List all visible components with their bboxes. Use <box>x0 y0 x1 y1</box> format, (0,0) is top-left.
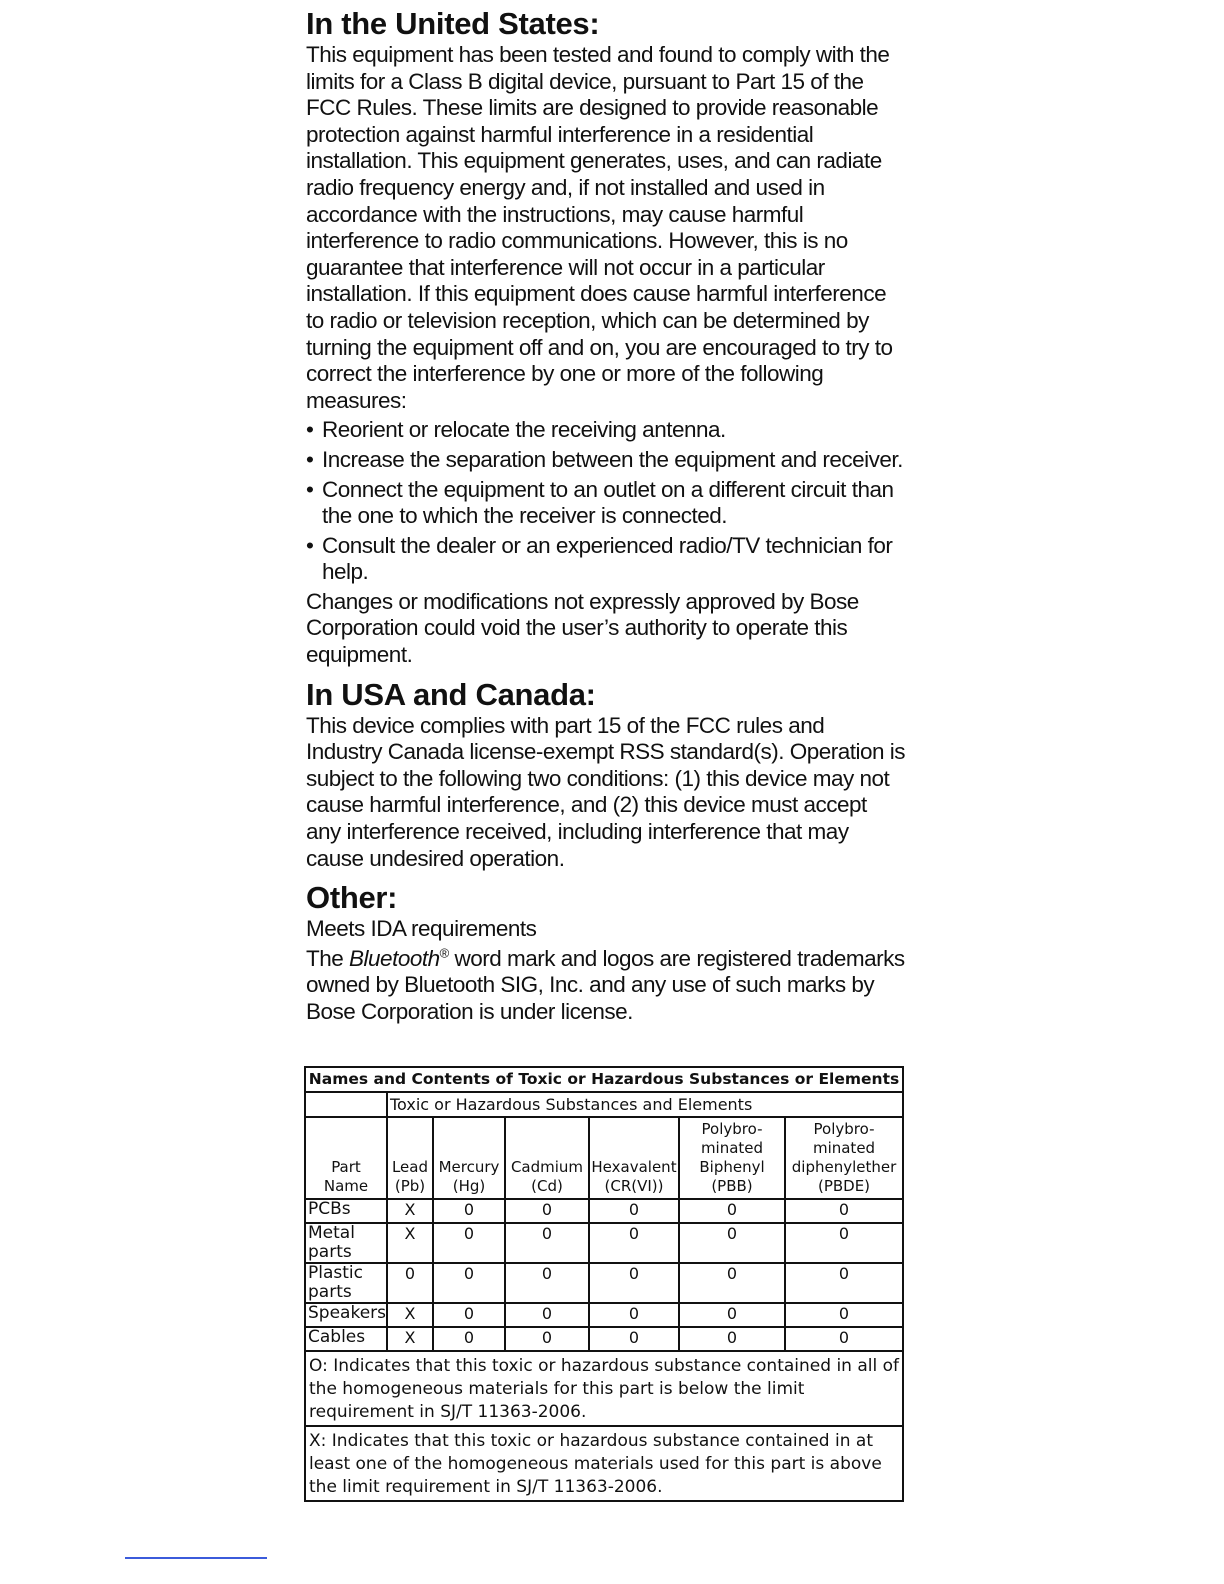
header-cadmium: Cadmium (Cd) <box>505 1117 589 1199</box>
cell-pbb: 0 <box>679 1327 785 1351</box>
bullet-icon: • <box>306 532 314 558</box>
table-row <box>305 1327 903 1351</box>
row-part-name: Plastic parts <box>305 1263 387 1303</box>
cell-lead: X <box>387 1303 433 1327</box>
cell-pbde: 0 <box>785 1199 903 1223</box>
note-o: O: Indicates that this toxic or hazardous substance contained in all of the homogeneous materials for this part is below the limit requirement in SJ/T 11363-2006. <box>305 1351 903 1426</box>
cell-lead: X <box>387 1199 433 1223</box>
cell-pbb: 0 <box>679 1223 785 1263</box>
cell-pbde: 0 <box>785 1303 903 1327</box>
list-item: • Consult the dealer or an experienced radio/TV technician for help. <box>306 532 893 585</box>
table-row <box>305 1223 903 1263</box>
cell-cadmium: 0 <box>505 1327 589 1351</box>
cell-hexavalent: 0 <box>589 1263 679 1303</box>
footer-link-underline <box>125 1557 267 1559</box>
modifications-paragraph: Changes or modifications not expressly approved by Bose Corporation could void the user’s authority to operate this equipment. <box>306 588 859 668</box>
usa-canada-paragraph: This device complies with part 15 of the FCC rules and Industry Canada license-exempt RSS standard(s). Operation is subject to the following two conditions: (1) this device may not cause harmful interference, and (2) this device must accept any interference received, including interference that may cause undesired operation. <box>306 712 906 871</box>
bluetooth-paragraph: The Bluetooth® word mark and logos are registered trademarks owned by Bluetooth SIG, Inc. and any use of such marks by Bose Corporation is under license. <box>306 945 905 1024</box>
row-part-name: Metal parts <box>305 1223 387 1263</box>
cell-cadmium: 0 <box>505 1263 589 1303</box>
header-mercury: Mercury (Hg) <box>433 1117 505 1199</box>
usa-canada-heading: In USA and Canada: <box>306 676 596 712</box>
cell-mercury: 0 <box>433 1199 505 1223</box>
cell-lead: X <box>387 1223 433 1263</box>
bullet-icon: • <box>306 446 314 472</box>
cell-hexavalent: 0 <box>589 1199 679 1223</box>
us-paragraph: This equipment has been tested and found to comply with the limits for a Class B digital device, pursuant to Part 15 of the FCC Rules. These limits are designed to provide reasonable protection against harmful interference in a residential installation. This equipment generates, uses, and can radiate radio frequency energy and, if not installed and used in accordance with the instructions, may cause harmful interference to radio communications. However, this is no guarantee that interference will not occur in a particular installation. If this equipment does cause harmful interference to radio or television reception, which can be determined by turning the equipment off and on, you are encouraged to try to correct the interference by one or more of the following measures: <box>306 42 893 413</box>
measures-list <box>306 417 906 586</box>
cell-hexavalent: 0 <box>589 1303 679 1327</box>
cell-pbb: 0 <box>679 1303 785 1327</box>
table-subtitle: Toxic or Hazardous Substances and Elements <box>387 1092 903 1117</box>
row-part-name: Speakers <box>305 1303 387 1327</box>
row-part-name: PCBs <box>305 1199 387 1223</box>
row-part-name: Cables <box>305 1327 387 1351</box>
bluetooth-mark: Bluetooth <box>349 945 440 971</box>
cell-pbb: 0 <box>679 1199 785 1223</box>
list-item: • Increase the separation between the equipment and receiver. <box>306 446 903 472</box>
header-pbde: Polybro- minated diphenylether (PBDE) <box>785 1117 903 1199</box>
ida-line: Meets IDA requirements <box>306 916 537 942</box>
cell-pbde: 0 <box>785 1223 903 1263</box>
cell-cadmium: 0 <box>505 1303 589 1327</box>
cell-lead: 0 <box>387 1263 433 1303</box>
us-heading: In the United States: <box>306 6 600 41</box>
table-row <box>305 1263 903 1303</box>
cell-pbde: 0 <box>785 1263 903 1303</box>
cell-mercury: 0 <box>433 1303 505 1327</box>
list-item: • Reorient or relocate the receiving antenna. <box>306 417 726 443</box>
list-item: • Connect the equipment to an outlet on a different circuit than the one to which the receiver is connected. <box>306 476 894 529</box>
registered-mark: ® <box>439 945 449 961</box>
cell-mercury: 0 <box>433 1223 505 1263</box>
cell-hexavalent: 0 <box>589 1223 679 1263</box>
header-pbb: Polybro- minated Biphenyl (PBB) <box>679 1117 785 1199</box>
cell-hexavalent: 0 <box>589 1327 679 1351</box>
cell-cadmium: 0 <box>505 1199 589 1223</box>
bullet-icon: • <box>306 417 314 443</box>
header-lead: Lead (Pb) <box>387 1117 433 1199</box>
table-row <box>305 1303 903 1327</box>
table-header-row <box>305 1117 903 1199</box>
cell-mercury: 0 <box>433 1327 505 1351</box>
cell-mercury: 0 <box>433 1263 505 1303</box>
header-hexavalent: Hexavalent (CR(VI)) <box>589 1117 679 1199</box>
cell-pbde: 0 <box>785 1327 903 1351</box>
table-row <box>305 1199 903 1223</box>
document-body <box>306 6 906 1026</box>
cell-lead: X <box>387 1327 433 1351</box>
table-title: Names and Contents of Toxic or Hazardous Substances or Elements <box>305 1067 903 1092</box>
other-heading: Other: <box>306 880 398 916</box>
cell-pbb: 0 <box>679 1263 785 1303</box>
bullet-icon: • <box>306 476 314 502</box>
cell-cadmium: 0 <box>505 1223 589 1263</box>
hazardous-substances-table <box>304 1066 904 1502</box>
note-x: X: Indicates that this toxic or hazardous substance contained in at least one of the homogeneous materials used for this part is above the limit requirement in SJ/T 11363-2006. <box>305 1426 903 1501</box>
table-corner <box>305 1092 387 1117</box>
header-part-name: Part Name <box>305 1117 387 1199</box>
